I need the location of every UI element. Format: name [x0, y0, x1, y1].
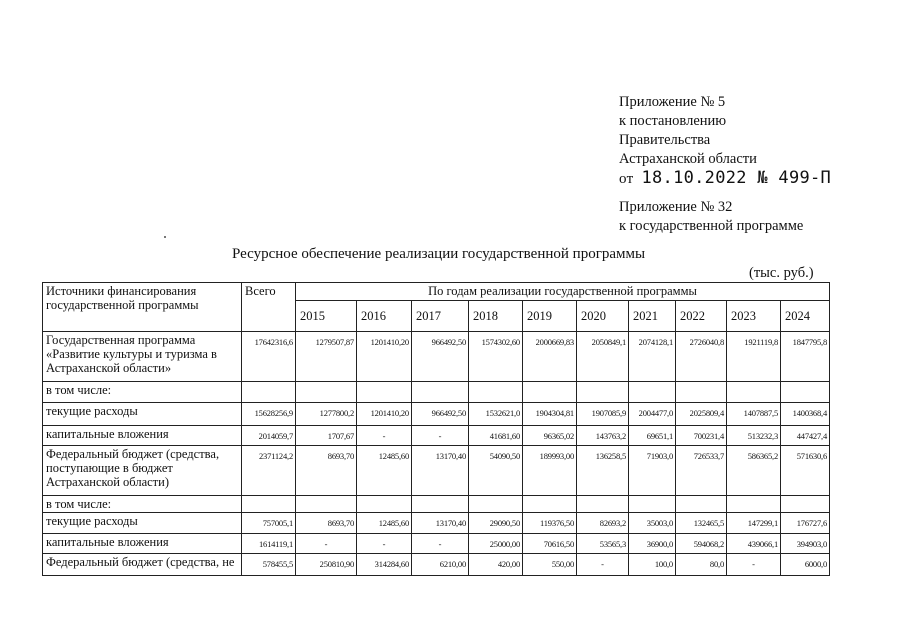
value-cell	[523, 382, 577, 403]
header-years-group: По годам реализации государственной программы	[296, 283, 830, 301]
value-cell: -	[357, 426, 412, 446]
row-label: Федеральный бюджет (средства, поступающие в бюджет Астраханской области)	[43, 446, 242, 496]
value-cell: 69651,1	[629, 426, 676, 446]
value-cell: 1201410,20	[357, 332, 412, 382]
value-cell	[629, 496, 676, 513]
value-cell: 70616,50	[523, 534, 577, 554]
table-row	[43, 403, 830, 426]
header-line: Приложение № 5	[619, 94, 726, 110]
value-cell: 54090,50	[469, 446, 523, 496]
value-cell: 447427,4	[781, 426, 830, 446]
value-cell: 176727,6	[781, 513, 830, 534]
value-cell: 53565,3	[577, 534, 629, 554]
value-cell: 1400368,4	[781, 403, 830, 426]
value-cell	[577, 496, 629, 513]
year-header: 2017	[412, 301, 469, 332]
value-cell: 2050849,1	[577, 332, 629, 382]
value-cell: 15628256,9	[242, 403, 296, 426]
table-row	[43, 332, 830, 382]
value-cell: 8693,70	[296, 513, 357, 534]
value-cell: 2074128,1	[629, 332, 676, 382]
document-title: Ресурсное обеспечение реализации государственной программы	[231, 246, 646, 262]
value-cell: 12485,60	[357, 513, 412, 534]
value-cell: 2726040,8	[676, 332, 727, 382]
value-cell: 17642316,6	[242, 332, 296, 382]
value-cell: 2014059,7	[242, 426, 296, 446]
units-label: (тыс. руб.)	[749, 265, 814, 281]
value-cell: 35003,0	[629, 513, 676, 534]
value-cell: 13170,40	[412, 446, 469, 496]
value-cell: 1201410,20	[357, 403, 412, 426]
value-cell: 314284,60	[357, 554, 412, 576]
appendix-line: к государственной программе	[619, 218, 804, 234]
value-cell: 757005,1	[242, 513, 296, 534]
decree-date-line	[619, 169, 831, 189]
year-header: 2020	[577, 301, 629, 332]
value-cell	[412, 496, 469, 513]
value-cell: 6000,0	[781, 554, 830, 576]
header-total: Всего	[242, 283, 296, 332]
value-cell: 2025809,4	[676, 403, 727, 426]
value-cell: 1279507,87	[296, 332, 357, 382]
value-cell: 2000669,83	[523, 332, 577, 382]
value-cell: 136258,5	[577, 446, 629, 496]
value-cell: 250810,90	[296, 554, 357, 576]
decree-date-number: 18.10.2022 № 499-П	[641, 168, 832, 188]
value-cell: 80,0	[676, 554, 727, 576]
value-cell: 1614119,1	[242, 534, 296, 554]
year-header: 2015	[296, 301, 357, 332]
value-cell: 1277800,2	[296, 403, 357, 426]
header-line: Правительства	[619, 132, 711, 148]
table-row	[43, 426, 830, 446]
year-header: 2021	[629, 301, 676, 332]
table-row	[43, 534, 830, 554]
value-cell	[523, 496, 577, 513]
value-cell	[469, 382, 523, 403]
value-cell: 36900,0	[629, 534, 676, 554]
table-row	[43, 513, 830, 534]
value-cell	[469, 496, 523, 513]
value-cell: 12485,60	[357, 446, 412, 496]
value-cell: 966492,50	[412, 403, 469, 426]
value-cell: -	[357, 534, 412, 554]
value-cell: 1707,67	[296, 426, 357, 446]
value-cell: 8693,70	[296, 446, 357, 496]
row-label: текущие расходы	[43, 403, 242, 426]
value-cell: 1904304,81	[523, 403, 577, 426]
table-row	[43, 382, 830, 403]
value-cell: 6210,00	[412, 554, 469, 576]
value-cell: 13170,40	[412, 513, 469, 534]
value-cell: 550,00	[523, 554, 577, 576]
date-prefix: от	[619, 171, 634, 187]
value-cell: 726533,7	[676, 446, 727, 496]
value-cell: 571630,6	[781, 446, 830, 496]
value-cell: 100,0	[629, 554, 676, 576]
value-cell	[727, 382, 781, 403]
year-header: 2018	[469, 301, 523, 332]
value-cell: 82693,2	[577, 513, 629, 534]
value-cell	[357, 382, 412, 403]
year-header: 2022	[676, 301, 727, 332]
header-line: к постановлению	[619, 113, 727, 129]
value-cell: 96365,02	[523, 426, 577, 446]
appendix-program-header	[619, 198, 803, 236]
value-cell: 147299,1	[727, 513, 781, 534]
value-cell	[629, 382, 676, 403]
value-cell: 513232,3	[727, 426, 781, 446]
value-cell	[676, 382, 727, 403]
value-cell: 41681,60	[469, 426, 523, 446]
row-label: Государственная программа «Развитие культуры и туризма в Астраханской области»	[43, 332, 242, 382]
value-cell	[357, 496, 412, 513]
value-cell: 700231,4	[676, 426, 727, 446]
table-row	[43, 446, 830, 496]
row-label: капитальные вложения	[43, 534, 242, 554]
value-cell: 119376,50	[523, 513, 577, 534]
value-cell	[781, 496, 830, 513]
value-cell	[781, 382, 830, 403]
value-cell	[412, 382, 469, 403]
value-cell	[242, 382, 296, 403]
value-cell: 2371124,2	[242, 446, 296, 496]
value-cell: -	[727, 554, 781, 576]
year-header: 2024	[781, 301, 830, 332]
value-cell: 1907085,9	[577, 403, 629, 426]
value-cell: 29090,50	[469, 513, 523, 534]
value-cell: 143763,2	[577, 426, 629, 446]
value-cell	[296, 382, 357, 403]
value-cell	[296, 496, 357, 513]
table-row	[43, 554, 830, 576]
value-cell: -	[412, 534, 469, 554]
value-cell: 966492,50	[412, 332, 469, 382]
row-label: капитальные вложения	[43, 426, 242, 446]
value-cell: 578455,5	[242, 554, 296, 576]
value-cell: 420,00	[469, 554, 523, 576]
row-label: текущие расходы	[43, 513, 242, 534]
row-label: в том числе:	[43, 382, 242, 403]
value-cell: 1574302,60	[469, 332, 523, 382]
resource-table	[42, 282, 830, 576]
value-cell: 1847795,8	[781, 332, 830, 382]
value-cell: 132465,5	[676, 513, 727, 534]
value-cell: 25000,00	[469, 534, 523, 554]
appendix-line: Приложение № 32	[619, 199, 733, 215]
value-cell: 1407887,5	[727, 403, 781, 426]
value-cell: -	[577, 554, 629, 576]
value-cell: 394903,0	[781, 534, 830, 554]
year-header: 2016	[357, 301, 412, 332]
row-label: Федеральный бюджет (средства, не	[43, 554, 242, 576]
row-label: в том числе:	[43, 496, 242, 513]
value-cell: 71903,0	[629, 446, 676, 496]
value-cell: 1532621,0	[469, 403, 523, 426]
value-cell: 2004477,0	[629, 403, 676, 426]
value-cell: -	[296, 534, 357, 554]
value-cell: 189993,00	[523, 446, 577, 496]
appendix-header	[619, 93, 831, 189]
header-source: Источники финансирования государственной программы	[43, 283, 242, 332]
value-cell: 594068,2	[676, 534, 727, 554]
value-cell: -	[412, 426, 469, 446]
value-cell	[242, 496, 296, 513]
value-cell	[577, 382, 629, 403]
value-cell	[727, 496, 781, 513]
value-cell	[676, 496, 727, 513]
header-line: Астраханской области	[619, 151, 757, 167]
table-row	[43, 496, 830, 513]
value-cell: 439066,1	[727, 534, 781, 554]
scan-speck	[164, 236, 166, 238]
year-header: 2019	[523, 301, 577, 332]
value-cell: 586365,2	[727, 446, 781, 496]
value-cell: 1921119,8	[727, 332, 781, 382]
year-header: 2023	[727, 301, 781, 332]
